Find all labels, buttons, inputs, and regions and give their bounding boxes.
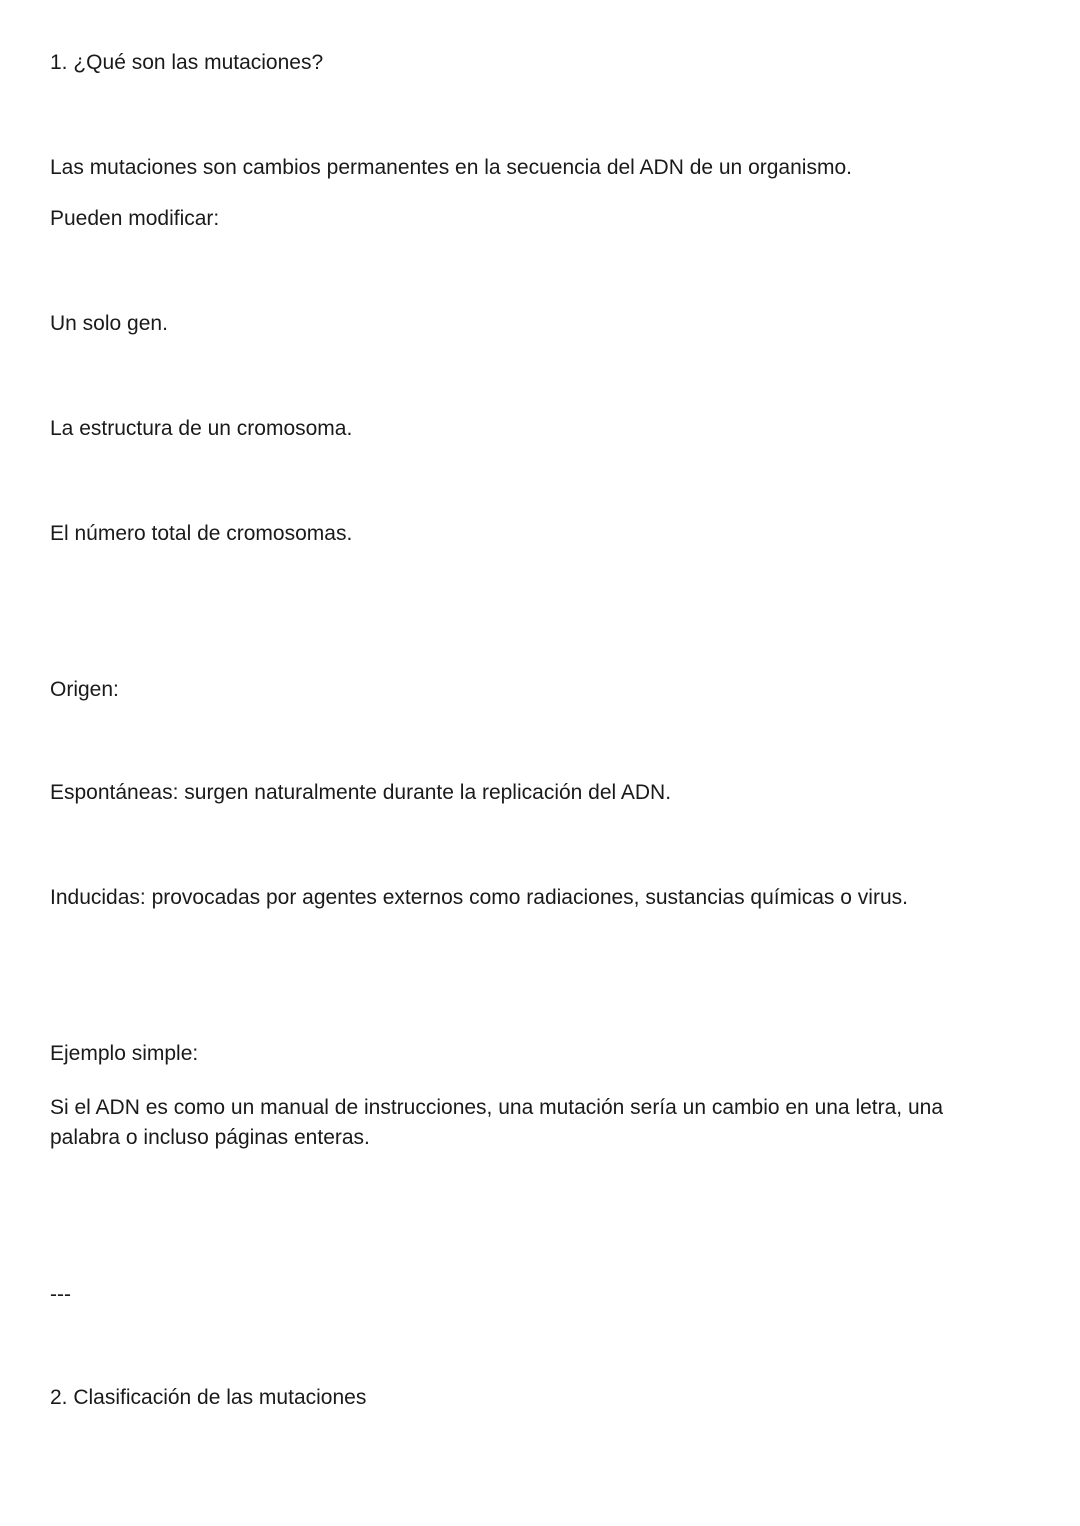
origin-item: Espontáneas: surgen naturalmente durante la replicación del ADN. — [50, 781, 672, 804]
example-heading: Ejemplo simple: — [50, 1042, 199, 1065]
origin-item: Inducidas: provocadas por agentes externos como radiaciones, sustancias químicas o virus. — [50, 886, 908, 909]
separator: --- — [50, 1283, 71, 1306]
modify-intro: Pueden modificar: — [50, 207, 220, 230]
modify-item: La estructura de un cromosoma. — [50, 417, 353, 440]
modify-item: Un solo gen. — [50, 312, 168, 335]
example-text: Si el ADN es como un manual de instrucciones, una mutación sería un cambio en una letra, una palabra o incluso páginas enteras. — [50, 1096, 949, 1149]
section-1-heading: 1. ¿Qué son las mutaciones? — [50, 51, 324, 74]
modify-item: El número total de cromosomas. — [50, 522, 353, 545]
definition-text: Las mutaciones son cambios permanentes en la secuencia del ADN de un organismo. — [50, 156, 852, 179]
origin-heading: Origen: — [50, 678, 119, 701]
section-2-heading: 2. Clasificación de las mutaciones — [50, 1386, 367, 1409]
